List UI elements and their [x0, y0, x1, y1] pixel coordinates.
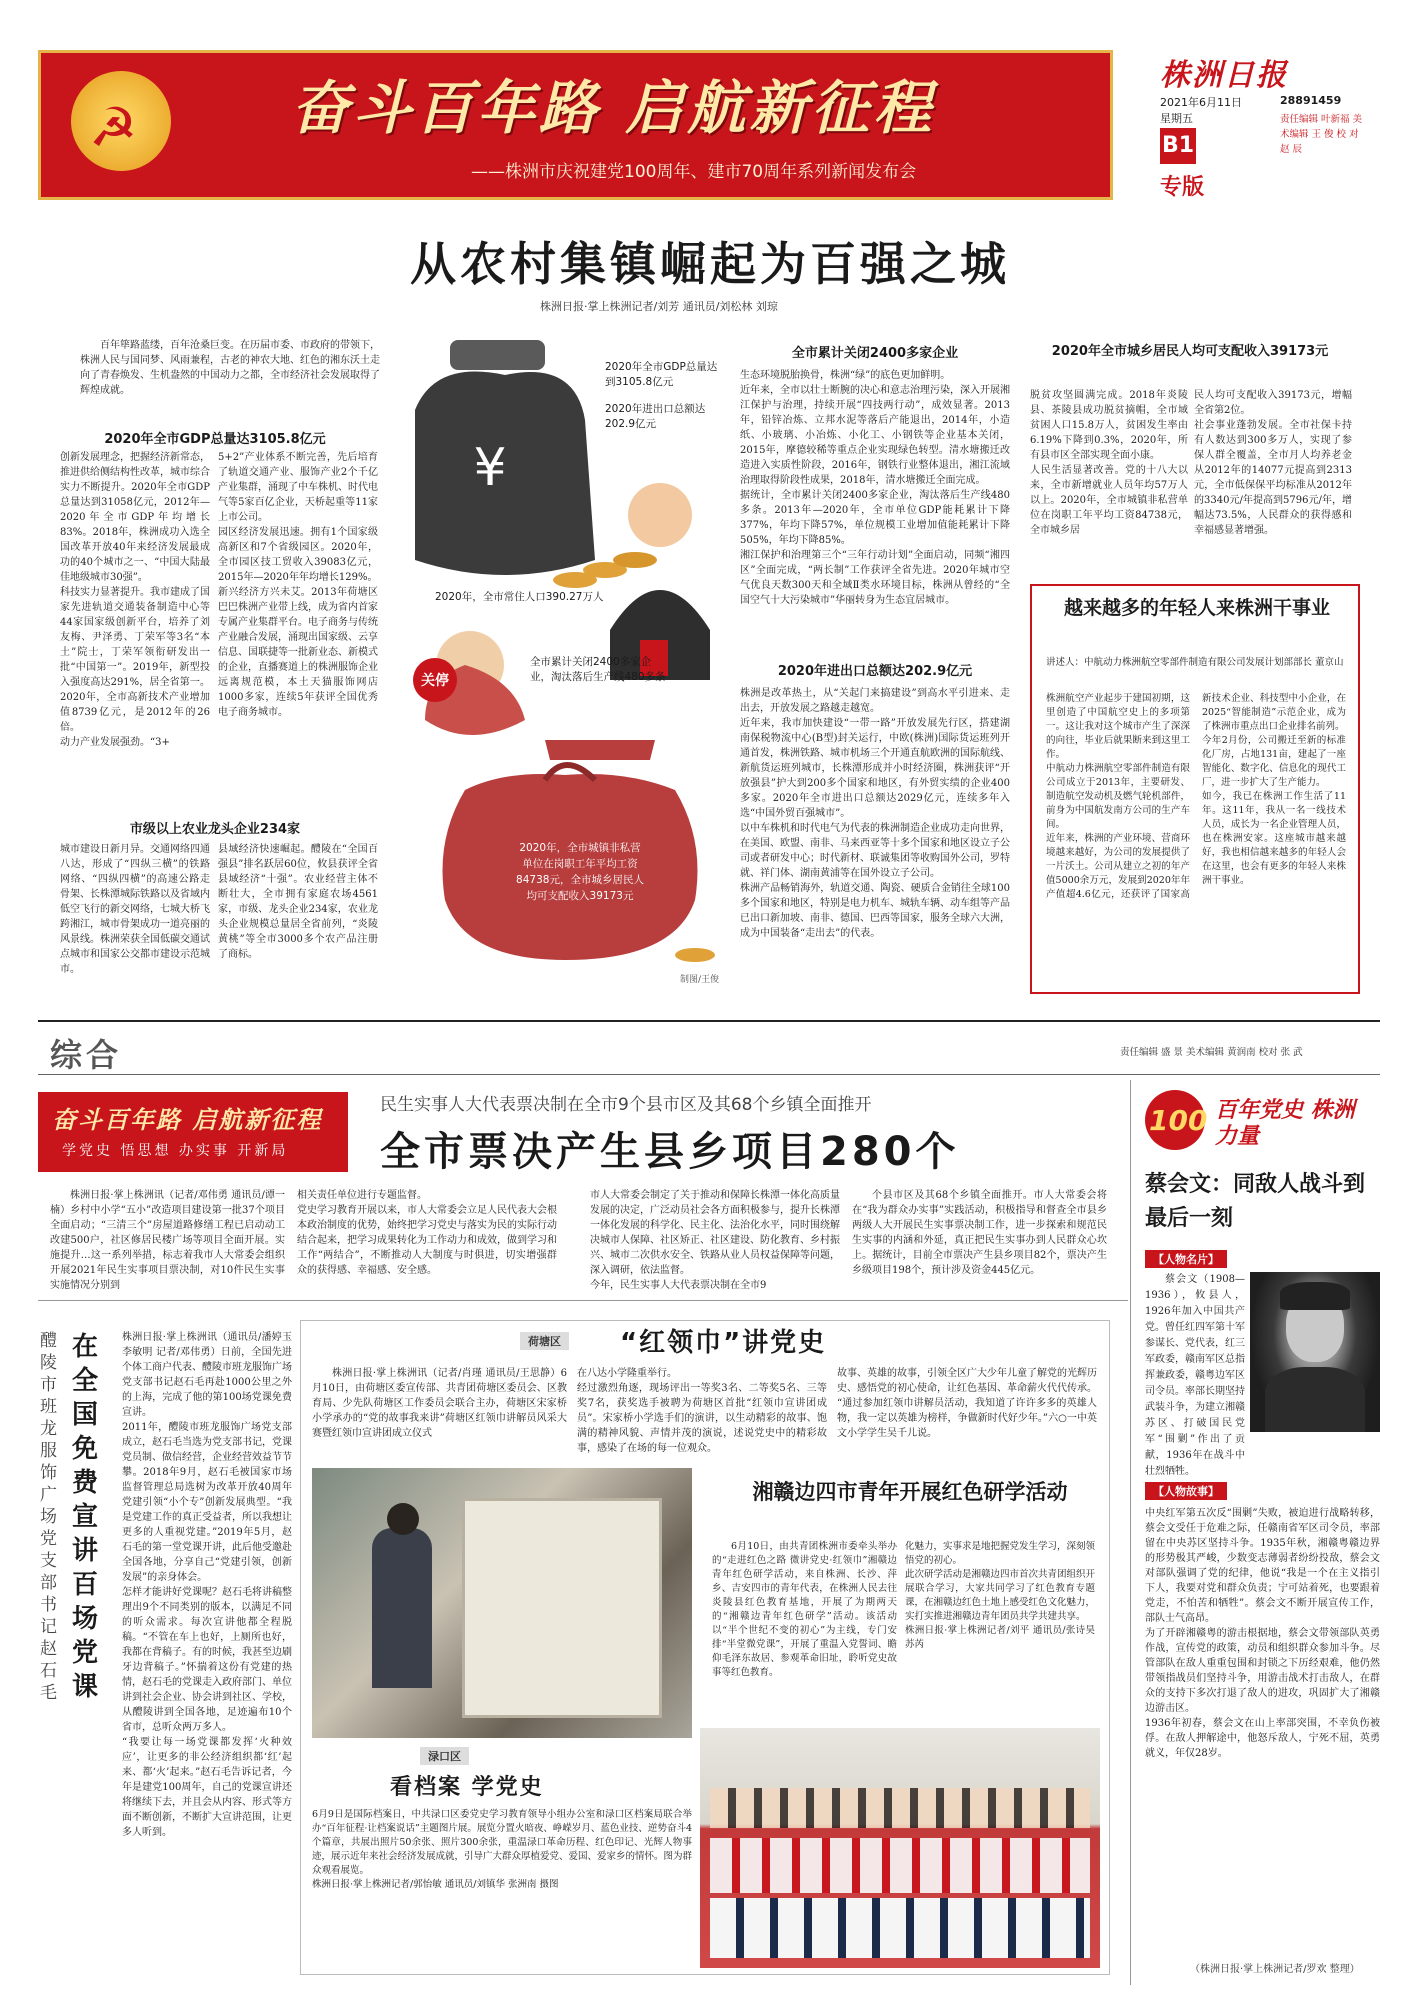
- vote-col1: 株洲日报·掌上株洲讯（记者/邓伟勇 通讯员/谭一楠）乡村中小学“五小”改造项目建设第一批37个项目全面启动；“三清三个”房屋道路修缮工程已启动动工改建500户，社区修居民楼广场等项目全面开展。实施提升…这一系列举措，标志着我市人大常委会组织开展2021年民生实事项目票决制，对10件民生实事实施情况分别到: [50, 1190, 285, 1291]
- xiang-col1: 6月10日，由共青团株洲市委牵头举办的“走进红色之路 微讲党史·红领巾”湘赣边青年红色研学活动，来自株洲、长沙、萍乡、吉安四市的青年代表，在株洲人民去往炎陵县红色教育基地，开展了为期两天的“湘赣边青年红色研学”活动。该活动以“半个世纪不变的初心”为主线，专门安排“半堂微党课”，开展了重温入党誓词、瞻仰毛泽东故居、参观革命旧址，聆听党史故事等红色教育。: [712, 1541, 897, 1678]
- xiang-headline: 湘赣边四市青年开展红色研学活动: [752, 1480, 1068, 1504]
- s1-title: 2020年全市GDP总量达3105.8亿元: [104, 432, 326, 447]
- section-rule-2: [38, 1074, 1380, 1075]
- hotline: 28891459: [1280, 94, 1342, 107]
- vote-col2: 相关责任单位进行专题监督。 党史学习教育开展以来，市人大常委会立足人民代表大会根本政治制度的优势，始终把学习党史与落实为民的实际行动结合起来，把学习成果转化为工作动力和成效，做到学习和工作“两结合”，不断推动人大制度与时俱进，切实增强群众的获得感、幸福感、安全感。: [297, 1190, 557, 1276]
- page-type: 专版: [1160, 175, 1205, 200]
- s2-col2: 县域经济快速崛起。醴陵在“全国百强县”排名跃居60位，攸县获评全省县域经济“十强”。农业经营主体不断壮大，全市拥有家庭农场4561家，市级、龙头企业234家，农业龙头企业规模总量居全省前列，“炎陵黄桃”等全市3000多个农产品注册了商标。: [218, 844, 378, 960]
- history-logo-sub: 百年党史 株洲力量: [1215, 1098, 1355, 1149]
- archive-body: 6月9日是国际档案日，中共渌口区委党史学习教育领导小组办公室和渌口区档案局联合举办“百年征程·让档案说话”主题图片展。展览分置火暗夜、峥嵘岁月、蓝色业技、逆势奋斗4个篇章，共展出照片50余张、照片300余张，重温渌口革命历程、红色印记、光辉人物事迹，展示近年来社会经济发展成就，引导广大群众厚植爱党、爱国、爱家乡的情怀。图为群众观看展览。 株洲日报·掌上株洲记者/郭怡敏 通讯员/刘镇华 张洲南 摄图: [312, 1809, 693, 1890]
- s1-col1: 创新发展理念，把握经济新常态，推进供给侧结构性改革，城市综合实力不断提升。2020年全市GDP总量达到31058亿元，2012年—2020年全市GDP年均增长83%。2018年，株洲成功入选全国改革开放40年来经济发展最成功的40个城市之一、“中国大陆最佳地级城市30强”。 科技实力显著提升。我市建成了国家先进轨道交通装备制造中心等44家国家级创新平台，培养了刘友梅、尹泽勇、丁荣军等3名“本土”院士，丁荣军领衔研发出一批“中国第一”。2019年，新型投入强度高达291%，居全省第一。2020年，全市高新技术产业增加值8739亿元，是2012年的26倍。 动力产业发展强劲。“3+: [60, 452, 210, 748]
- info-gdp: 2020年全市GDP总量达到3105.8亿元: [605, 361, 718, 388]
- archive-tag: 渌口区: [420, 1747, 469, 1765]
- red-col3: 故事、英雄的故事，引领全区广大少年儿童了解党的光辉历史、感悟党的初心使命，让红色基因、革命薪火代代传承。 “通过参加红领巾讲解员活动，我知道了许许多多的英雄人物，我一定以英雄为榜样，争做新时代好少年。”六○一中英文小学学生吴千儿说。: [837, 1368, 1097, 1439]
- sidebar-body: 株洲航空产业起步于建国初期，这里创造了中国航空史上的多项第一。这让我对这个城市产生了深深的向往，毕业后就果断来到这里工作。 中航动力株洲航空零部件制造有限公司成立于2013年，主要研发、制造航空发动机及燃气轮机部件，前身为中国航发南方公司的生产车间。 近年来，株洲的产业环境、营商环境越来越好，为公司的发展提供了一片沃土。公司从建立之初的年产值5000余万元，发展到2020年年产值超4.6亿元，还获评了国家高新技术企业、科技型中小企业，在2025“智能制造”示范企业，成为了株洲市重点出口企业排名前列。 今年2月份，公司搬迁至新的标准化厂房，占地131亩，建起了一座智能化、数字化、信息化的现代工厂，进一步扩大了生产能力。 如今，我已在株洲工作生活了11年。这11年，我从一名一线技术人员，成长为一名企业管理人员，也在株洲安家。这座城市越来越好，我也相信越来越多的年轻人会在这里，也会有更多的年轻人来株洲干事业。: [1046, 693, 1346, 900]
- svg-text:¥: ¥: [473, 438, 507, 498]
- paper-name: 株洲日报: [1160, 58, 1288, 93]
- vote-headline: 全市票决产生县乡项目280个: [380, 1129, 960, 1175]
- banner-title: 奋斗百年路 启航新征程: [291, 74, 936, 142]
- centenary-logo-icon: 100: [1145, 1090, 1205, 1150]
- xiang-col2: 化魅力，实事求是地把握党发生学习，深刻领悟党的初心。 此次研学活动是湘赣边四市首次共青团组织开展联合学习，大家共同学习了红色教育专题课，在湘赣边红色土地上感受红色文化魅力，实打实推进湘赣边青年团员共学共建共享。 株洲日报·掌上株洲记者/刘平 通讯员/张诗昊 苏芮: [905, 1541, 1096, 1650]
- masthead: [1130, 50, 1380, 200]
- s3-title: 全市累计关闭2400多家企业: [791, 346, 959, 361]
- vote-rule: [38, 1300, 1128, 1301]
- top-headline: 从农村集镇崛起为百强之城: [410, 237, 1010, 291]
- profile-tag-wrap: [1145, 1248, 1227, 1268]
- s5-title: 2020年全市城乡居民人均可支配收入39173元: [1051, 344, 1329, 359]
- s2-col1: 城市建设日新月异。交通网络四通八达，形成了“四纵三横”的铁路网络、“四纵四横”的高速公路走骨架、长株潭城际铁路以及省域内低空飞行的新交网络，七城大桥飞跨湘江，城市骨架成功一道亮丽的风景线。株洲荣获全国低碳交通试点城市和国家公交都市建设示范城市。: [60, 844, 210, 975]
- s4-col: 株洲是改革热土，从“关起门来搞建设”到高水平引进来、走出去，开放发展之路越走越宽。 近年来，我市加快建设“一带一路”开放发展先行区，搭建湖南保税物流中心(B型)封关运行，中欧(株洲)国际货运班列开通首发，株洲铁路、城市机场三个开通直航欧洲的国际航线、新航货运班列城市，长株潭形成并小时经济圈，株洲获评“开放强县”护大到200多个国家和地区，有外贸实绩的企业400多家。2020年全市进出口总额达2029亿元，连续多年入选“中国外贸百强城市”。 以中车株机和时代电气为代表的株洲制造企业成功走向世界，在美国、欧盟、南非、马来西亚等十多个国家和地区设立子公司或者研发中心；时代新材、联诚集团等收购国外公司，罗特就、祥门体、湖南黄浦等在国外设立子公司。 株洲产品畅销海外，轨道交通、陶瓷、硬质合金销往全球100多个国家和地区，特别是电力机车、城轨车辆、动车组等产品已出口新加坡、南非、德国、巴西等国家，服务全球六大洲，成为中国装备“走出去”的代表。: [740, 688, 1010, 939]
- lecture-vertical-kicker: 醴陵市班龙服饰广场党支部书记赵石毛: [40, 1331, 57, 1703]
- svg-text:关停: 关停: [421, 673, 449, 689]
- red-tag-wrap: [520, 1330, 569, 1350]
- red-col1: 株洲日报·掌上株洲讯（记者/肖瑾 通讯员/王思静）6月10日，由荷塘区委宣传部、共青团荷塘区委员会、区教育局、少先队荷塘区工作委员会联合主办，荷塘区宋家桥小学承办的“党的故事我来讲”荷塘区红领巾讲解员风采大赛暨红领巾宣讲团成立仪式: [312, 1368, 567, 1439]
- info-close: 全市累计关闭2400多家企业，淘汰落后生产线480多条: [530, 656, 666, 683]
- story-tag-wrap: [1145, 1480, 1227, 1500]
- vote-col3: 市人大常委会制定了关于推动和保障长株潭一体化高质量发展的决定，广泛动员社会各方面积极参与，提升长株潭一体化发展的科学化、民主化、法治化水平，同时围绕解决城市人保障、社区矫正、社区建设、防化教育、乡村振兴、城市二次供水安全、铁路从业人员权益保障等问题，深入调研，依法监督。 今年，民生实事人大代表票决制在全市9: [590, 1190, 840, 1291]
- archive-headline: 看档案 学党史: [390, 1775, 544, 1800]
- page-number: B1: [1160, 128, 1196, 164]
- history-divider: [1130, 1080, 1131, 1985]
- red-headline: “红领巾”讲党史: [620, 1328, 827, 1358]
- s5-col2: 民人均可支配收入39173元，增幅全省第2位。 社会事业蓬勃发展。全市社保卡持有人数达到300多万人，实现了参保人群全覆盖，全市月人均养老金从2012年的14077元提高到2313元，全市低保保平均标准从2012年的3340元/年提高到5796元/年，增幅达73.5%，人民群众的获得感和幸福感显著增强。: [1194, 390, 1352, 536]
- red-col2: 在八达小学隆重举行。 经过激烈角逐，现场评出一等奖3名、二等奖5名、三等奖7名，获奖选手被聘为荷塘区首批“红领巾宣讲团成员”。宋家桥小学选手们的演讲，以生动精彩的故事、饱满的精神风貌、声情并茂的演说，述说党史中的精彩故事，感染了在场的每一位观众。: [577, 1368, 827, 1454]
- infographic: [395, 320, 735, 990]
- s1-col2: 5+2”产业体系不断完善，先后培育了轨道交通产业、服饰产业2个千亿产业集群，涌现了中车株机、时代电气等5家百亿企业，天桥起重等11家上市公司。 园区经济发展迅速。拥有1个国家级高新区和7个省级园区。2020年，全市园区技工贸收入39083亿元，2015年—2020年年均增长129%。 新兴经济方兴未艾。2013年荷塘区巴巴株洲产业带上线，成为省内首家专属产业集群平台。电子商务与传统产业融合发展，涌现出国家级、云享信息、国联捷等一批新业态、新模式的企业，直播赛道上的株洲服饰企业远离规范模，本土天猫服饰网店1000多家，连续5年获评全国优秀电子商务城市。: [218, 452, 378, 718]
- header-banner: [38, 50, 1113, 200]
- lecture-body-top: 株洲日报·掌上株洲讯（通讯员/潘婷玉 李敏明 记者/邓伟勇）日前，全国先进个体工商户代表、醴陵市班龙服饰广场党支部书记赵石毛再赴1000公里之外的上海，完成了他的第100场党课免费宣讲。 2011年，醴陵市班龙服饰广场党支部成立，赵石毛当选为党支部书记，党课党员制、做信经营，企业经营效益节节攀。2018年9月，赵石毛被国家市场监督管理总局选树为改革开放40周年党建引领“小个专”创新发展典型。“我是党建工作的真正受益者，所以我想让更多的人重视党建。”2019年5月，赵石毛的第一堂党课开讲，此后他受邀赴全国各地，分享自己“党建引领，创新发展”的亲身体会。 怎样才能讲好党课呢？赵石毛将讲稿整理出9个不同类别的版本，以满足不同的听众需求。每次宣讲他都全程脱稿。“不管在车上也好，上厕所也好，我都在背稿子。有的时候，我甚至边刷牙边背稿子。”怀揣着这份有党建的热情，赵石毛的党课走入政府部门、单位讲到社会企业、协会讲到社区、学校，从醴陵讲到全国各地，足迹遍布10个省市，总听众两万多人。 “我要让每一场党课都发挥‘火种效应’，让更多的非公经济组织都‘红’起来、都‘火’起来。”赵石毛告诉记者，今年是建党100周年，自己的党课宣讲还将继续下去，并且会从内容、形式等方面不断创新，不断扩大宣讲范围，让更多人听到。: [122, 1332, 292, 1838]
- info-income: 2020年，全市城镇非私营单位在岗职工年平均工资84738元，全市城乡居民人均可支配收入39173元: [516, 842, 644, 902]
- info-credit: 制图/王俊: [680, 975, 720, 985]
- vote-slogan-box: [38, 1092, 348, 1172]
- vote-kicker: 民生实事人大代表票决制在全市9个县市区及其68个乡镇全面推开: [380, 1095, 872, 1115]
- portrait-photo: [1250, 1272, 1380, 1432]
- story-tag: 【人物故事】: [1145, 1482, 1227, 1500]
- sidebar-speaker: 讲述人：中航动力株洲航空零部件制造有限公司发展计划部部长 董京山: [1046, 657, 1344, 668]
- s4-title: 2020年进出口总额达202.9亿元: [777, 664, 973, 679]
- sidebar-title: 越来越多的年轻人来株洲干事业: [1063, 597, 1330, 619]
- banner-subtitle: ——株洲市庆祝建党100周年、建市70周年系列新闻发布会: [471, 162, 917, 182]
- history-headline: 蔡会文：同敌人战斗到最后一刻: [1145, 1172, 1366, 1231]
- history-profile: 蔡会文（1908—1936），攸县人，1926年加入中国共产党。曾任红四军第十军参谋长、党代表，红三军政委，赣南军区总指挥兼政委，赣粤边军区司令员。率部长期坚持武装斗争，为建立湘赣苏区、打破国民党军“围剿”作出了贡献，1936年在战斗中壮烈牺牲。: [1145, 1274, 1245, 1477]
- red-tag: 荷塘区: [520, 1332, 569, 1350]
- top-byline: 株洲日报·掌上株洲记者/刘芳 通讯员/刘松林 刘琼: [540, 300, 778, 313]
- history-credit: （株洲日报·掌上株洲记者/罗欢 整理）: [1190, 1964, 1360, 1975]
- archive-photo: [312, 1468, 692, 1738]
- issue-weekday: 星期五: [1160, 112, 1193, 125]
- s3-col: 生态环境脱胎换骨，株洲“绿”的底色更加鲜明。 近年来，全市以壮士断腕的决心和意志治理污染，深入开展湘江保护与治理，持续开展“四技两行动”，成效显著。2013年，铅锌冶炼、立邦水泥等落后产能退出，2014年，小造纸、小玻璃、小冶炼、小化工、小钢铁等企业基本关闭，2015年，摩德较稀等重点企业实现绿色转型。清水塘搬迁改造进入实质性阶段，2016年，钢铁行业整体退出，湘江流域治理取得阶段性成果，2018年，清水塘搬迁全面完成。 据统计，全市累计关闭2400多家企业，淘汰落后生产线480多条。2013年—2020年，全市单位GDP能耗累计下降377%，年均下降57%，单位规模工业增加值能耗累计下降505%，年均下降85%。 湘江保护和治理第三个“三年行动计划”全面启动，同频“湘四区”全面完成，“两长制”工作获评全省先进。2020年城市空气优良天数300天和全域Ⅱ类水环境目标，株洲从曾经的“全国空气十大污染城市”华丽转身为生态宜居城市。: [740, 370, 1010, 606]
- section-label: 综合: [50, 1036, 123, 1074]
- group-photo: [700, 1728, 1100, 1968]
- profile-tag: 【人物名片】: [1145, 1250, 1227, 1268]
- editors-credit: 责任编辑 叶新福 美术编辑 王 俊 校 对 赵 辰: [1280, 114, 1363, 155]
- lecture-headline: 在全国免费宣讲百场党课: [72, 1332, 99, 1702]
- vote-slogan-bottom: 学党史 悟思想 办实事 开新局: [62, 1143, 289, 1159]
- info-trade: 2020年进出口总额达202.9亿元: [605, 403, 706, 430]
- history-story: 中央红军第五次反“围剿”失败，被迫进行战略转移，蔡会文受任于危难之际，任赣南省军区司令员，率部留在中央苏区坚持斗争。1935年秋，湘赣粤赣边界的形势极其严峻，少数变志薄弱者纷纷投敌，蔡会文对部队强调了党的纪律，他说“我是一个在主义指引下人，我要对党和群众负责；宁可站着死，也要跟着党走，不怕苦和牺牲”。蔡会文不断开展宣传工作，部队士气高昂。 为了开辟湘赣粤的游击根据地，蔡会文带领部队英勇作战，宣传党的政策，动员和组织群众参加斗争。尽管部队在敌人重重包围和封锁之下历经艰难，他仍然带领指战员们坚持斗争，用游击战术打击敌人，在群众的支持下多次打退了敌人的进攻，巩固扩大了湘赣边游击区。 1936年初春，蔡会文在山上率部突围，不幸负伤被俘。在敌人押解途中，他怒斥敌人，宁死不屈，英勇就义，年仅28岁。: [1145, 1508, 1380, 1759]
- section-editors: 责任编辑 盛 景 美术编辑 黄润南 校对 张 武: [1120, 1047, 1303, 1058]
- vote-col4: 个县市区及其68个乡镇全面推开。市人大常委会将在“我为群众办实事”实践活动，积极指导和督查全市县乡两级人大开展民生实事票决制工作，进一步探索和规范民生实事的内涵和外延，真正把民生实事办到人民群众心坎上。据统计，目前全市票决产生县乡项目82个，票决产生乡级项目198个，预计涉及资金445亿元。: [852, 1190, 1107, 1276]
- party-emblem-icon: ☭: [71, 71, 171, 171]
- top-lead: 百年筚路蓝缕，百年沧桑巨变。在历届市委、市政府的带领下，株洲人民与国同梦、风雨兼程，古老的神农大地、红色的湘东沃土走向了青春焕发、生机盎然的中国动力之都，全市经济社会发展取得了辉煌成就。: [80, 340, 380, 396]
- sidebar-box: [1030, 584, 1360, 994]
- issue-date: 2021年6月11日: [1160, 96, 1242, 109]
- archive-tag-wrap: [420, 1745, 469, 1765]
- s2-title: 市级以上农业龙头企业234家: [129, 822, 301, 837]
- section-rule: [38, 1020, 1380, 1022]
- info-pop: 2020年，全市常住人口390.27万人: [435, 591, 604, 603]
- s5-col1: 脱贫攻坚圆满完成。2018年炎陵县、茶陵县成功脱贫摘帽，全市域贫困人口15.8万人，贫困发生率由6.19%下降到0.3%，2020年，所有县市区全部实现全面小康。 人民生活显著改善。党的十八大以来，全市新增就业人员年均57万人以上。2020年，全市城镇非私营单位在岗职工年平均工资84738元，全市城乡居: [1030, 390, 1188, 536]
- vote-slogan-top: 奋斗百年路 启航新征程: [52, 1106, 323, 1134]
